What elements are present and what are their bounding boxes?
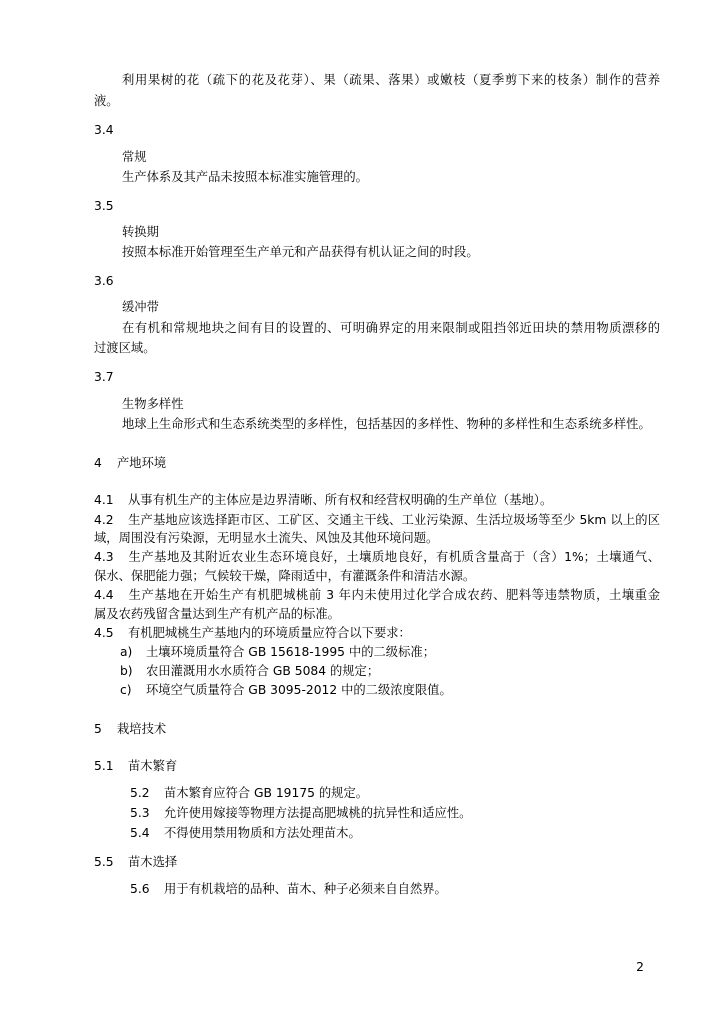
clause-text: 生产基地在开始生产有机肥城桃前 3 年内未使用过化学合成农药、肥料等违禁物质，土壤重金 [128, 588, 660, 602]
list-item [120, 681, 452, 699]
clause [94, 624, 411, 642]
clause-text: 有机肥城桃生产基地内的环境质量应符合以下要求： [128, 626, 411, 640]
list-item [120, 643, 435, 661]
clause-text: 生产基地应该选择距市区、工矿区、交通主干线、工业污染源、生活垃圾场等至少 5km 以上的区 [128, 513, 660, 527]
term-definition: 按照本标准开始管理至生产单元和产品获得有机认证之间的时段。 [122, 245, 479, 259]
list-label: c) [120, 683, 132, 697]
clause-continuation: 保水、保肥能力强；气候较干燥，降雨适中，有灌溉条件和清洁水源。 [94, 569, 476, 583]
clause-continuation: 属及农药残留含量达到生产有机产品的标准。 [94, 607, 340, 621]
list-text: 环境空气质量符合 GB 3095-2012 中的二级浓度限值。 [146, 683, 452, 697]
clause-number: 4.1 [94, 493, 114, 507]
clause-text: 允许使用嫁接等物理方法提高肥城桃的抗异性和适应性。 [164, 806, 472, 820]
clause-number: 4.3 [94, 550, 114, 564]
subsection-title: 苗木繁育 [128, 759, 178, 773]
subsection-heading [94, 757, 177, 775]
clause-number: 5.4 [130, 826, 150, 840]
list-label: a) [120, 645, 133, 659]
subsection-title: 苗木选择 [128, 855, 178, 869]
clause [130, 804, 471, 822]
clause-number: 5.3 [130, 806, 150, 820]
clause-number: 3.6 [94, 274, 114, 288]
clause-number: 5.1 [94, 759, 114, 773]
clause [130, 784, 368, 802]
term-definition: 生产体系及其产品未按照本标准实施管理的。 [122, 170, 368, 184]
clause [130, 824, 361, 842]
clause-number: 5.2 [130, 786, 150, 800]
section-heading [94, 454, 166, 472]
clause-text: 生产基地及其附近农业生态环境良好，土壤质地良好，有机质含量高于（含）1%；土壤通气、 [128, 550, 660, 564]
paragraph-line: 液。 [94, 94, 119, 108]
section-heading [94, 720, 166, 738]
clause-number: 3.7 [94, 370, 114, 384]
section-number: 4 [94, 456, 102, 470]
clause-number: 5.5 [94, 855, 114, 869]
section-number: 5 [94, 722, 102, 736]
clause [94, 491, 552, 509]
clause [94, 548, 660, 566]
clause-number: 4.2 [94, 513, 114, 527]
term-title: 缓冲带 [122, 300, 159, 314]
list-text: 农田灌溉用水水质符合 GB 5084 的规定； [146, 664, 380, 678]
clause-number: 3.4 [94, 123, 114, 137]
clause-text: 苗木繁育应符合 GB 19175 的规定。 [164, 786, 369, 800]
term-definition: 过渡区域。 [94, 341, 156, 355]
page-number: 2 [636, 960, 644, 974]
term-definition: 在有机和常规地块之间有目的设置的、可明确界定的用来限制或阻挡邻近田块的禁用物质漂移的 [122, 321, 660, 335]
term-definition: 地球上生命形式和生态系统类型的多样性，包括基因的多样性、物种的多样性和生态系统多样性。 [122, 417, 651, 431]
clause-number: 5.6 [130, 882, 150, 896]
term-title: 生物多样性 [122, 397, 184, 411]
clause-continuation: 域，周围没有污染源，无明显水土流失、风蚀及其他环境问题。 [94, 531, 439, 545]
section-title: 产地环境 [117, 456, 167, 470]
term-title: 转换期 [122, 225, 159, 239]
clause [94, 586, 660, 604]
term-title: 常规 [122, 150, 147, 164]
list-item [120, 662, 379, 680]
clause-text: 不得使用禁用物质和方法处理苗木。 [164, 826, 361, 840]
list-label: b) [120, 664, 133, 678]
clause-number: 4.5 [94, 626, 114, 640]
clause-number: 3.5 [94, 199, 114, 213]
subsection-heading [94, 853, 177, 871]
paragraph-line: 利用果树的花（疏下的花及花芽）、果（疏果、落果）或嫩枝（夏季剪下来的枝条）制作的营养 [122, 73, 660, 87]
clause [94, 511, 660, 529]
section-title: 栽培技术 [117, 722, 167, 736]
clause [130, 880, 447, 898]
clause-text: 用于有机栽培的品种、苗木、种子必须来自自然界。 [164, 882, 447, 896]
clause-text: 从事有机生产的主体应是边界清晰、所有权和经营权明确的生产单位（基地）。 [128, 493, 553, 507]
clause-number: 4.4 [94, 588, 114, 602]
list-text: 土壤环境质量符合 GB 15618-1995 中的二级标准； [146, 645, 435, 659]
